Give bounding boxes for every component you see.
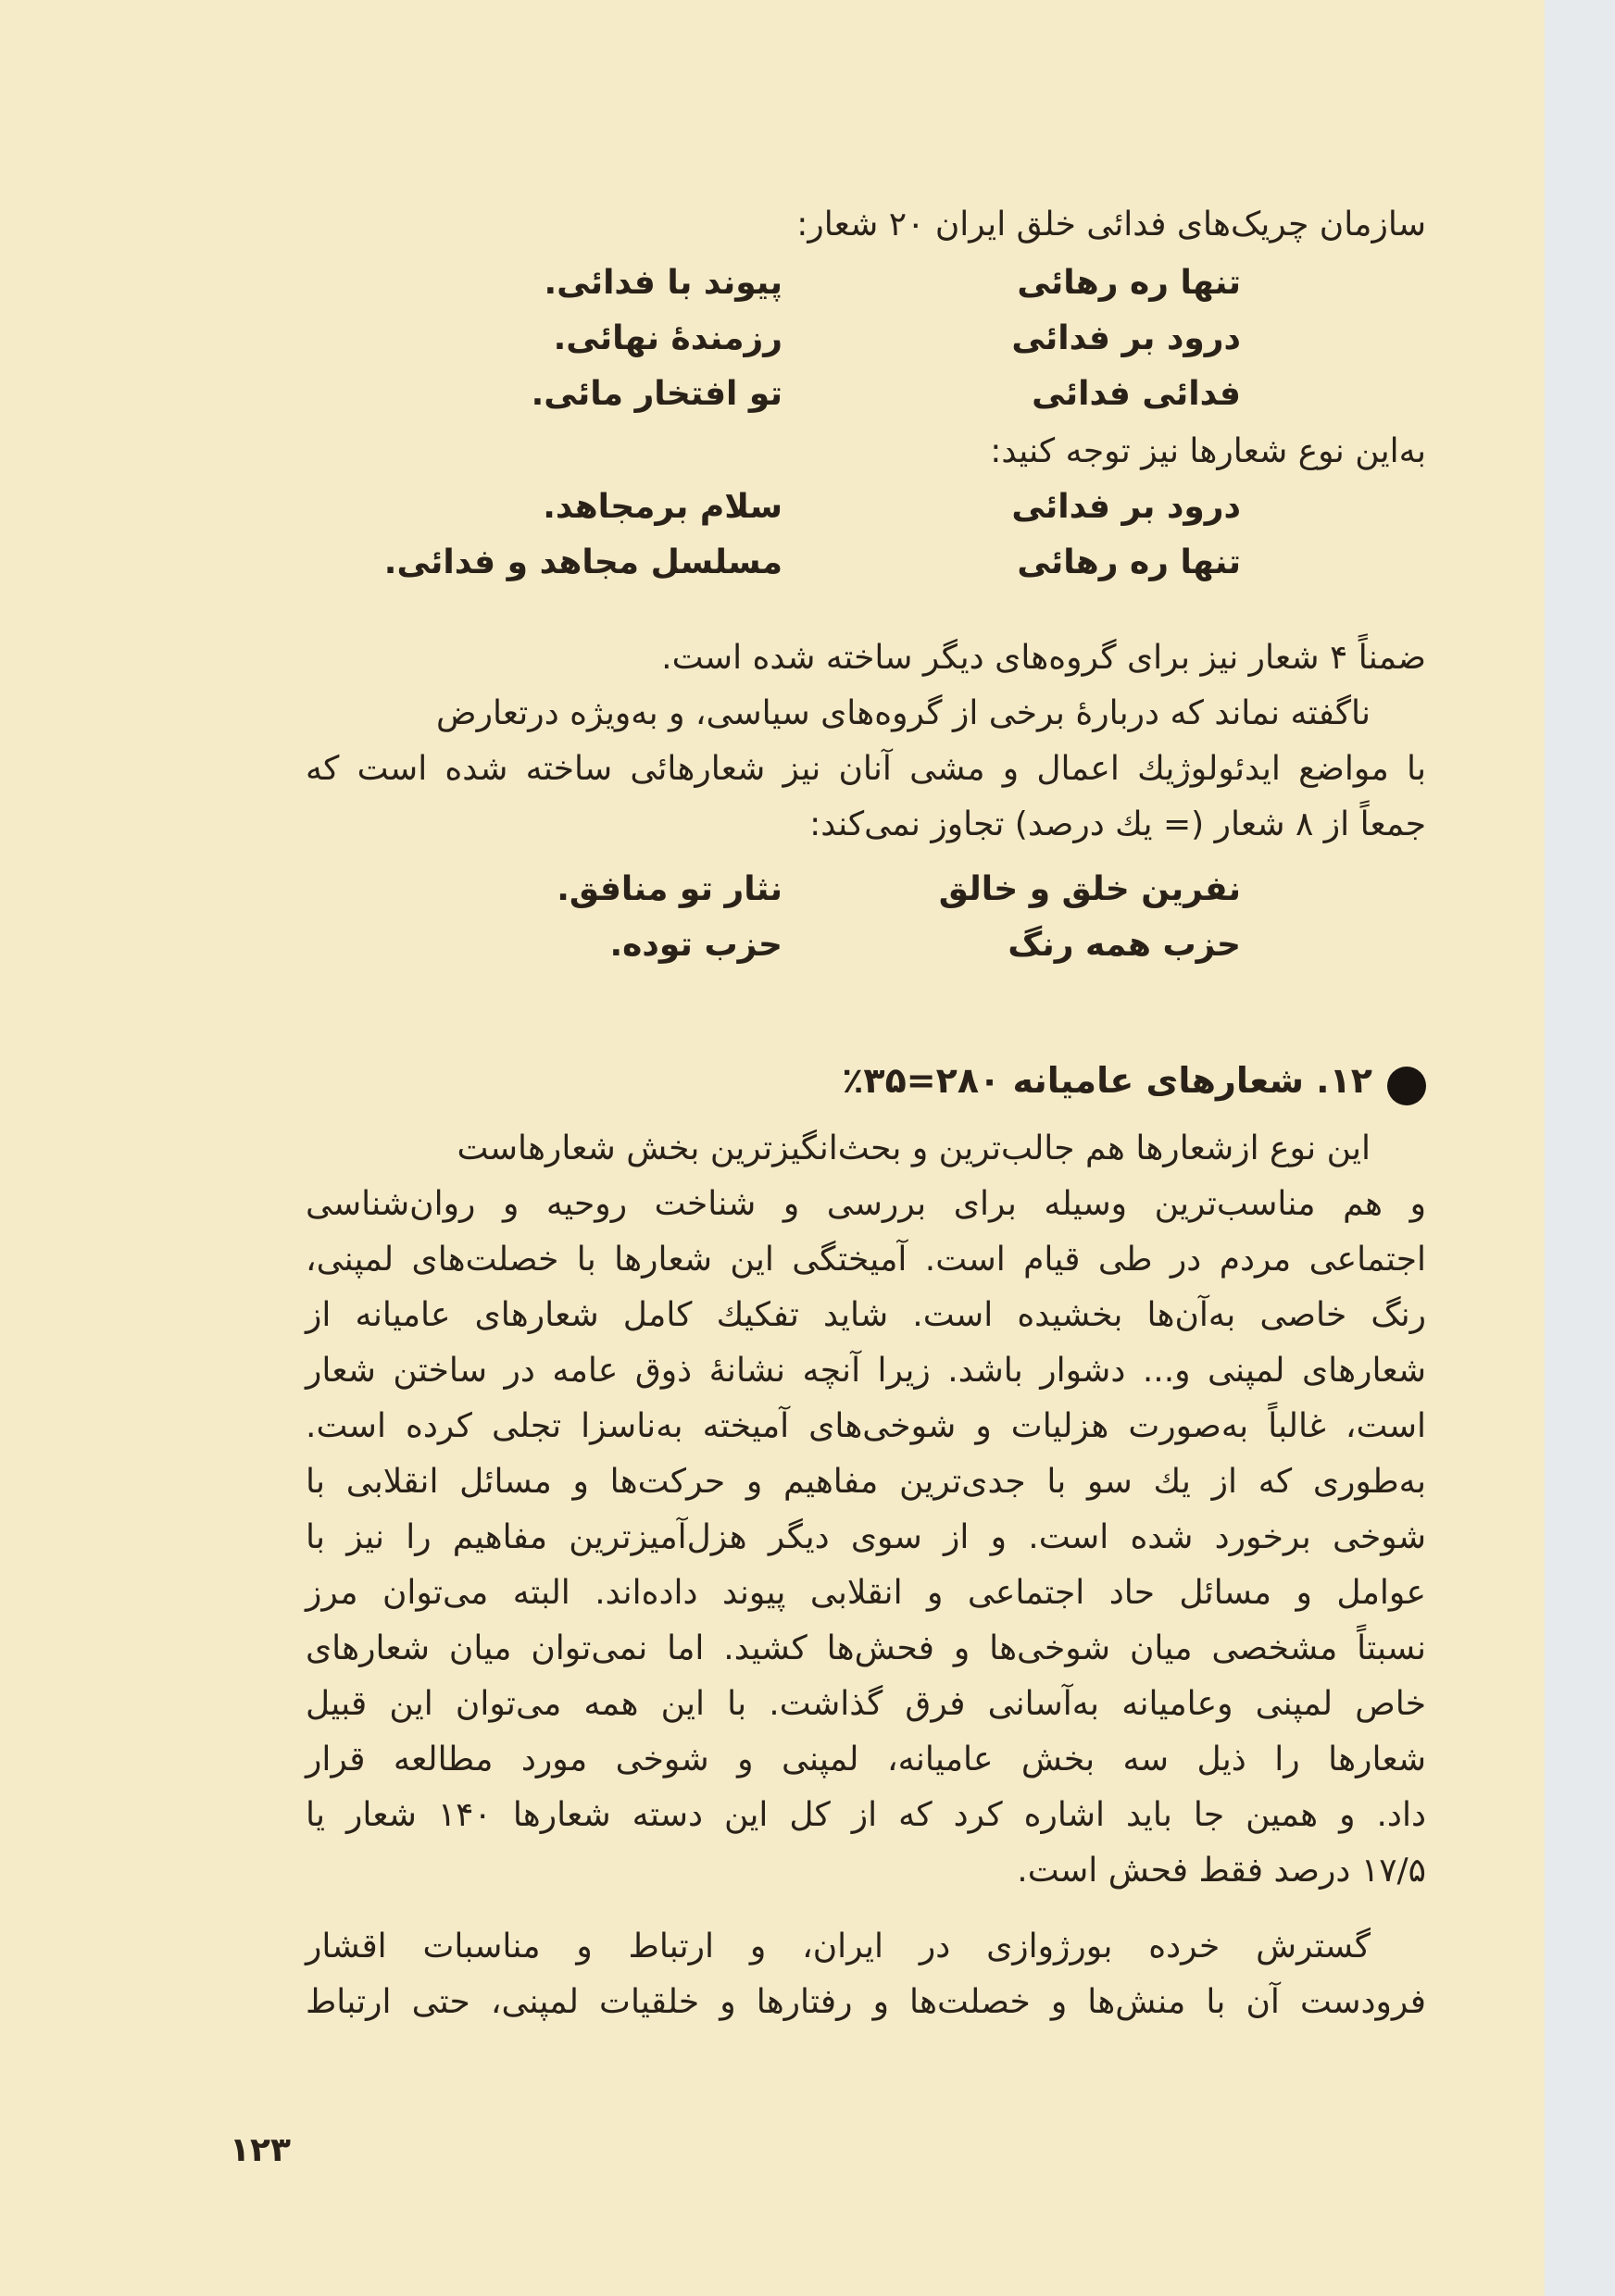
slogan-row xyxy=(306,319,1426,366)
slogan-second: مسلسل مجاهد و فدائی. xyxy=(383,543,782,581)
bullet-dot-icon xyxy=(1387,1067,1426,1105)
paragraph-line: عوامل و مسائل حاد اجتماعی و انقلابی پیوند داده‌اند. البته می‌توان مرز xyxy=(306,1574,1426,1612)
paragraph-line: شعارها را ذیل سه بخش عامیانه، لمپنی و شوخی مورد مطالعه قرار xyxy=(306,1741,1426,1778)
slogan-first: فدائی فدائی xyxy=(1032,375,1241,413)
slogan-row xyxy=(306,926,1426,972)
paragraph-line: ضمناً ۴ شعار نیز برای گروه‌های دیگر ساخته شده است. xyxy=(661,639,1426,677)
page-number: ۱۲۳ xyxy=(230,2131,291,2169)
slogan-first: تنها ره رهائی xyxy=(1017,264,1241,302)
paragraph-line: اجتماعی مردم در طی قیام است. آمیختگی این شعارها با خصلت‌های لمپنی، xyxy=(306,1241,1426,1279)
paragraph-line: خاص لمپنی وعامیانه به‌آسانی فرق گذاشت. با این همه می‌توان این قبیل xyxy=(306,1685,1426,1723)
slogan-row xyxy=(306,488,1426,534)
slogan-row xyxy=(306,870,1426,917)
paragraph-line: ناگفته نماند که دربارهٔ برخی از گروه‌های سیاسی، و به‌ویژه درتعارض xyxy=(436,694,1371,732)
paragraph-line: به‌طوری که از یك سو با جدی‌ترین مفاهیم و حرکت‌ها و مسائل انقلابی با xyxy=(306,1463,1426,1501)
paragraph-line: این نوع ازشعارها هم جالب‌ترین و بحث‌انگیزترین بخش شعارهاست xyxy=(457,1129,1371,1167)
slogan-second: رزمندهٔ نهائی. xyxy=(553,319,782,357)
slogan-second: تو افتخار مائی. xyxy=(531,375,782,413)
paragraph-line: نسبتاً مشخصی میان شوخی‌ها و فحش‌ها کشید. اما نمی‌توان میان شعارهای xyxy=(306,1629,1426,1667)
slogan-row xyxy=(306,264,1426,310)
paragraph-line: ۱۷/۵ درصد فقط فحش است. xyxy=(1017,1852,1426,1890)
slogan-first: حزب همه رنگ xyxy=(1008,926,1241,964)
slogan-first: درود بر فدائی xyxy=(1011,319,1241,357)
slogan-second: سلام برمجاهد. xyxy=(543,488,782,526)
paragraph-line: فرودست آن با منش‌ها و خصلت‌ها و رفتارها و خلقیات لمپنی، حتی ارتباط xyxy=(306,1983,1426,2021)
scan-background xyxy=(1545,0,1615,2296)
paragraph-line: و هم مناسب‌ترین وسیله برای بررسی و شناخت روحیه و روان‌شناسی xyxy=(306,1185,1426,1223)
paragraph-line: داد. و همین جا باید اشاره کرد که از کل این دسته شعارها ۱۴۰ شعار یا xyxy=(306,1796,1426,1834)
intro-line: سازمان چریک‌های فدائی خلق ایران ۲۰ شعار: xyxy=(796,206,1426,243)
slogan-second: حزب توده. xyxy=(609,926,782,964)
slogan-second: نثار تو منافق. xyxy=(557,870,782,908)
paragraph-line: شوخی برخورد شده است. و از سوی دیگر هزل‌آمیزترین مفاهیم را نیز با xyxy=(306,1518,1426,1556)
paragraph-line: شعارهای لمپنی و... دشوار باشد. زیرا آنچه نشانهٔ ذوق عامه در ساختن شعار xyxy=(306,1352,1426,1390)
slogan-first: نفرین خلق و خالق xyxy=(938,870,1241,908)
page-content xyxy=(306,0,1426,2296)
slogan-second: پیوند با فدائی. xyxy=(544,264,782,302)
paragraph-line: رنگ خاصی به‌آن‌ها بخشیده است. شاید تفکیك کامل شعارهای عامیانه از xyxy=(306,1296,1426,1334)
slogan-first: تنها ره رهائی xyxy=(1017,543,1241,581)
slogan-row xyxy=(306,543,1426,590)
paragraph-line: است، غالباً به‌صورت هزلیات و شوخی‌های آمیخته به‌ناسزا تجلی کرده است. xyxy=(306,1407,1426,1445)
note-line: به‌این نوع شعارها نیز توجه کنید: xyxy=(990,432,1426,470)
paragraph-line: با مواضع ایدئولوژیك اعمال و مشی آنان نیز شعارهائی ساخته شده است که xyxy=(306,750,1426,788)
paragraph-line: جمعاً از ۸ شعار (= یك درصد) تجاوز نمی‌کند: xyxy=(809,805,1426,843)
paragraph-line: گسترش خرده بورژوازی در ایران، و ارتباط و مناسبات اقشار xyxy=(306,1928,1371,1965)
slogan-first: درود بر فدائی xyxy=(1011,488,1241,526)
slogan-row xyxy=(306,375,1426,421)
section-heading: ۱۲. شعارهای عامیانه ۲۸۰=۳۵٪ xyxy=(842,1060,1372,1101)
